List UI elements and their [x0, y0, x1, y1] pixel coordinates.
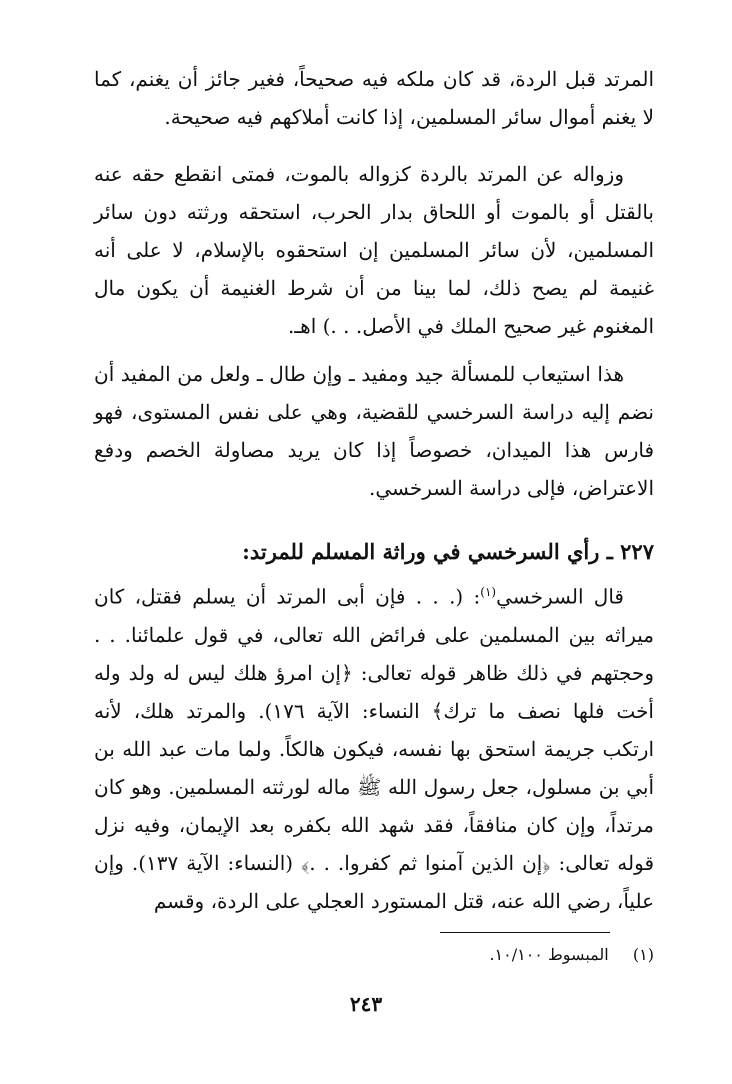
paragraph-1: المرتد قبل الردة، قد كان ملكه فيه صحيحاً، فغير جائز أن يغنم، كما لا يغنم أموال سائر المسلمين، إذا كانت أملاكهم فيه صحيحة.: [94, 67, 654, 129]
quote-lead: قال السرخسي: [496, 584, 624, 609]
paragraph-4: [94, 573, 654, 920]
footnote-divider: [440, 932, 610, 933]
footnote: [94, 940, 654, 970]
footnote-marker: (١): [632, 945, 654, 964]
footnote-ref: (١): [480, 585, 497, 599]
quote-body: : (. . . فإن أبى المرتد أن يسلم فقتل، كان ميراثه بين المسلمين على فرائض الله تعالى، في قول علمائنا. . . وحجتهم في ذلك ظاهر قوله تعالى: ﴿إن امرؤ هلك ليس له ولد وله أخت فلها نصف ما ترك﴾ النساء: الآية ١٧٦). والمرتد هلك، لأنه ارتكب جريمة استحق بها نفسه، فيكون هالكاً. ولما مات عبد الله بن أبي بن مسلول، جعل رسول الله ﷺ ماله لورثته المسلمين. وهو كان مرتداً، وإن كان منافقاً، فقد شهد الله بكفره بعد الإيمان، وفيه نزل قوله تعالى: ﴿إن الذين آمنوا ثم كفروا. . .﴾ (النساء: الآية ١٣٧). وإن علياً، رضي الله عنه، قتل المستورد العجلي على الردة، وقسم: [94, 584, 654, 913]
page-number: ٢٤٣: [349, 992, 383, 1016]
section-number: ٢٢٧: [620, 539, 654, 564]
paragraph-3: هذا استيعاب للمسألة جيد ومفيد ـ وإن طال ـ ولعل من المفيد أن نضم إليه دراسة السرخسي للقضية، وهي على نفس المستوى، فهو فارس هذا الميدان، خصوصاً إذا كان يريد مصاولة الخصم ودفع الاعتراض، فإلى دراسة السرخسي.: [94, 362, 654, 500]
section-title: ـ رأي السرخسي في وراثة المسلم للمرتد:: [242, 539, 613, 564]
section-heading: [74, 533, 654, 571]
paragraph-2: وزواله عن المرتد بالردة كزواله بالموت، فمتى انقطع حقه عنه بالقتل أو بالموت أو اللحاق بدار الحرب، استحقه ورثته دون سائر المسلمين، لأن سائر المسلمين إن استحقوه بالإسلام، لا على أنه غنيمة لم يصح ذلك، لما بينا من أن شرط الغنيمة أن يكون مال المغنوم غير صحيح الملك في الأصل. . .) اهـ.: [94, 162, 655, 338]
footnote-text: المبسوط ١٠/١٠٠.: [489, 945, 609, 964]
